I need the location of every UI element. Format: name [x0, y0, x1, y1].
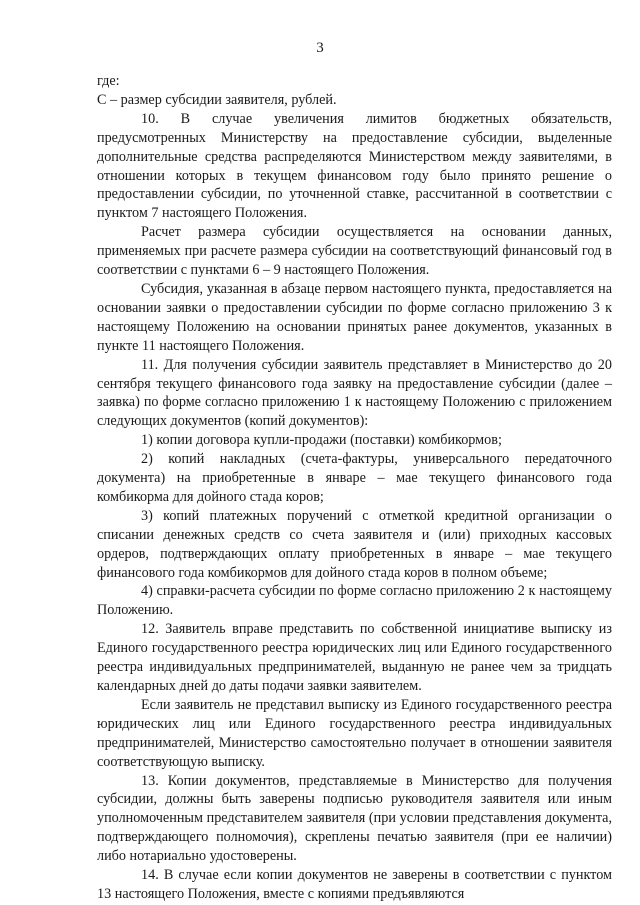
paragraph-c-definition: С – размер субсидии заявителя, рублей. [97, 91, 337, 108]
paragraph-item-10: 10. В случае увеличения лимитов бюджетных обязательств, предусмотренных Министерству на предоставление субсидии, выделенные дополнительные средства распределяются Министерством между заявителями, в отношении которых в текущем финансовом году было принято решение о предоставлении субсидии, по уточненной ставке, рассчитанной в соответствии с пунктом 7 настоящего Положения. [97, 110, 612, 222]
paragraph-item-13: 13. Копии документов, представляемые в Министерство для получения субсидии, должны быть заверены подписью руководителя заявителя или иным уполномоченным представителем заявителя (при условии представления документа, подтверждающего полномочия), скреплены печатью заявителя (при ее наличии) либо нотариально удостоверены. [97, 772, 612, 865]
paragraph-extract: Если заявитель не представил выписку из Единого государственного реестра юридических лиц или Единого государственного реестра индивидуальных предпринимателей, Министерство самостоятельно получает в отношении заявителя соответствующую выписку. [97, 696, 612, 770]
document-body [97, 72, 612, 904]
paragraph-item-11: 11. Для получения субсидии заявитель представляет в Министерство до 20 сентября текущего финансового года заявку на предоставление субсидии (далее – заявка) по форме согласно приложению 1 к настоящему Положению с приложением следующих документов (копий документов): [97, 356, 612, 430]
list-item-2: 2) копий накладных (счета-фактуры, универсального передаточного документа) на приобретенные в январе – мае текущего финансового года комбикорма для дойного стада коров; [97, 451, 612, 505]
list-item-3: 3) копий платежных поручений с отметкой кредитной организации о списании денежных средств со счета заявителя и (или) приходных кассовых ордеров, подтверждающих оплату приобретенных в январе – мае текущего финансового года комбикормов для дойного стада коров в полном объеме; [97, 507, 612, 581]
paragraph-where: где: [97, 73, 120, 89]
page-number: 3 [316, 40, 324, 56]
list-item-1: 1) копии договора купли-продажи (поставки) комбикормов; [141, 432, 502, 449]
paragraph-calculation: Расчет размера субсидии осуществляется на основании данных, применяемых при расчете размера субсидии на соответствующий финансовый год в соответствии с пунктами 6 – 9 настоящего Положения. [97, 224, 612, 279]
paragraph-item-14: 14. В случае если копии документов не заверены в соответствии с пунктом 13 настоящего Положения, вместе с копиями предъявляются [97, 867, 612, 902]
paragraph-item-12: 12. Заявитель вправе представить по собственной инициативе выписку из Единого государственного реестра юридических лиц или Единого государственного реестра индивидуальных предпринимателей, выданную не ранее чем за тридцать календарных дней до даты подачи заявки заявителем. [97, 621, 612, 694]
list-item-4: 4) справки-расчета субсидии по форме согласно приложению 2 к настоящему Положению. [97, 583, 612, 619]
paragraph-subsidy-basis: Субсидия, указанная в абзаце первом настоящего пункта, предоставляется на основании заявки о предоставлении субсидии по форме согласно приложению 3 к настоящему Положению на основании принятых ранее документов, указанных в пункте 11 настоящего Положения. [97, 280, 612, 354]
